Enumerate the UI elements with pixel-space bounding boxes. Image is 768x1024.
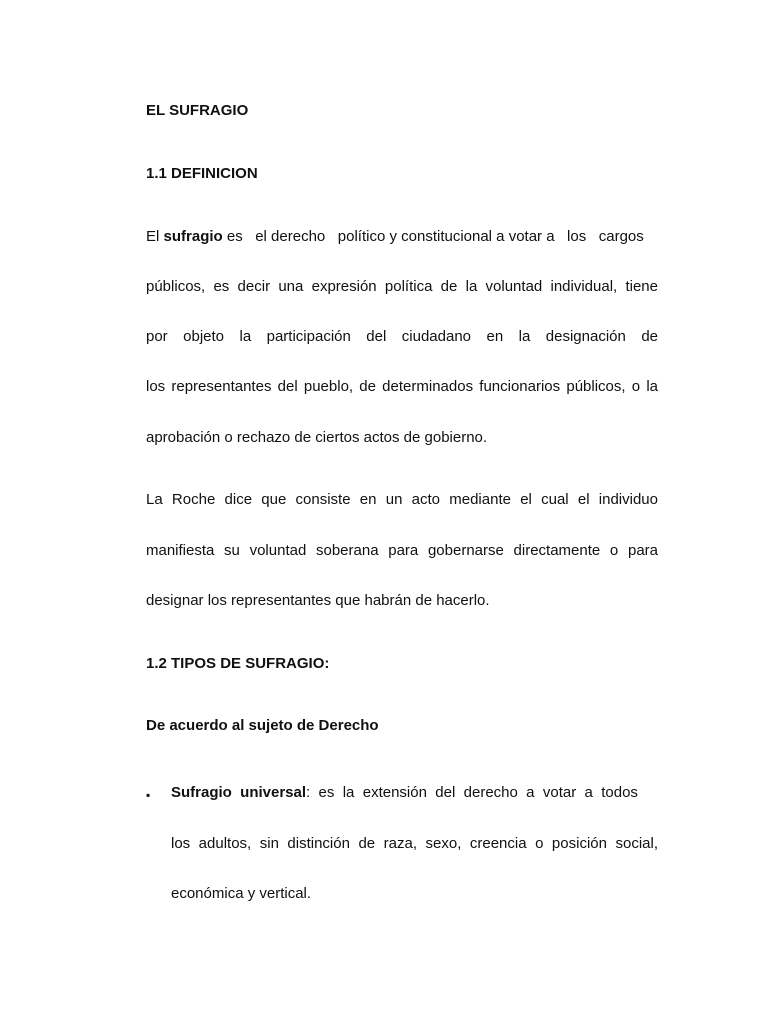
- bullet-line: [171, 783, 658, 803]
- bullet-text: : es la extensión del derecho a votar a todos: [306, 784, 638, 801]
- section-heading-definicion: 1.1 DEFINICION: [146, 165, 258, 182]
- document-title: EL SUFRAGIO: [146, 102, 249, 119]
- bullet-line: los adultos, sin distinción de raza, sexo, creencia o posición social,: [171, 835, 658, 852]
- paragraph-line: por objeto la participación del ciudadano en la designación de: [146, 328, 658, 345]
- bold-term: sufragio: [163, 228, 223, 245]
- paragraph-line: públicos, es decir una expresión política de la voluntad individual, tiene: [146, 278, 658, 295]
- paragraph-line: manifiesta su voluntad soberana para gobernarse directamente o para: [146, 542, 658, 559]
- paragraph-line: designar los representantes que habrán de hacerlo.: [146, 592, 490, 609]
- paragraph-line: aprobación o rechazo de ciertos actos de gobierno.: [146, 429, 488, 446]
- paragraph-line: los representantes del pueblo, de determinados funcionarios públicos, o la: [146, 378, 658, 395]
- subheading: De acuerdo al sujeto de Derecho: [146, 717, 379, 734]
- paragraph-text: es el derecho político y constitucional a votar a los cargos: [226, 228, 644, 245]
- bullet-marker: ▪: [146, 788, 151, 802]
- paragraph-line: La Roche dice que consiste en un acto mediante el cual el individuo: [146, 491, 658, 508]
- bullet-line: económica y vertical.: [171, 885, 312, 902]
- bold-term: Sufragio universal: [171, 784, 307, 801]
- paragraph-text: El: [146, 228, 160, 245]
- paragraph-line: [146, 227, 658, 247]
- section-heading-tipos: 1.2 TIPOS DE SUFRAGIO:: [146, 655, 330, 672]
